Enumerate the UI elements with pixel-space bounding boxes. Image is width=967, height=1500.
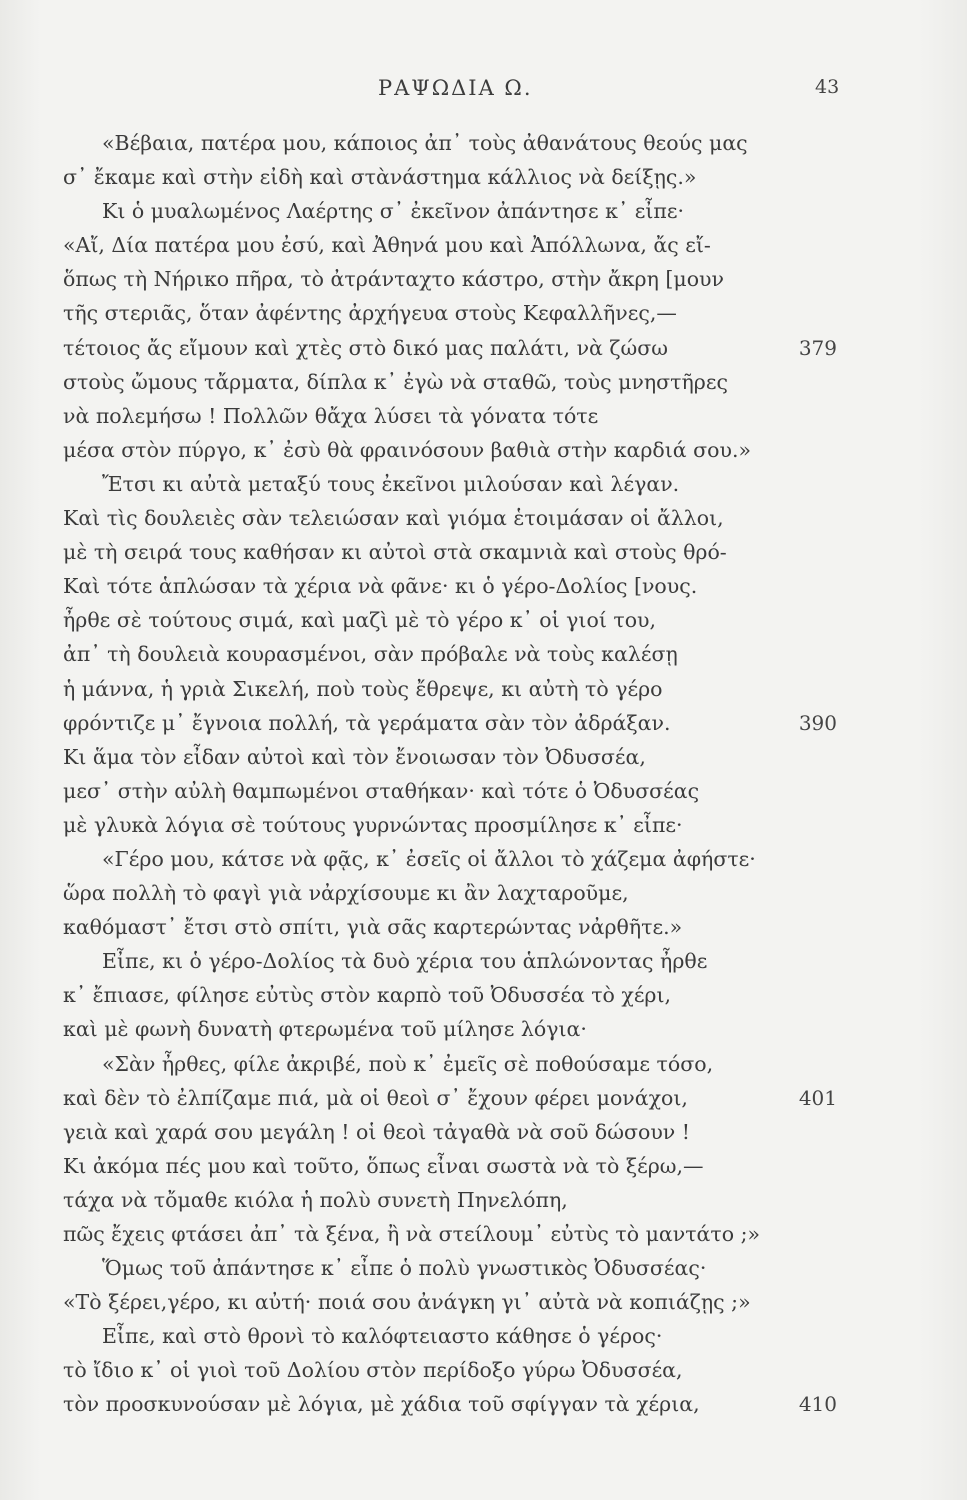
- verse-line: [0, 1353, 967, 1387]
- verse-text: πῶς ἔχεις φτάσει ἀπ᾽ τὰ ξένα, ἢ νὰ στείλουμ᾽ εὐτὺς τὸ μαντάτο ;»: [63, 1222, 761, 1246]
- verse-line: [0, 399, 967, 433]
- verse-line: [0, 1149, 967, 1183]
- verse-text: τάχα νὰ τὄμαθε κιόλα ἡ πολὺ συνετὴ Πηνελόπη,: [63, 1187, 568, 1212]
- page-header: [0, 76, 967, 106]
- verse-text: «Σὰν ἦρθες, φίλε ἀκριβέ, ποὺ κ᾽ ἐμεῖς σὲ ποθούσαμε τόσο,: [102, 1051, 714, 1076]
- verse-line: [0, 1251, 967, 1285]
- verse-line: [0, 365, 967, 399]
- verse-text: ὅπως τὴ Νήρικο πῆρα, τὸ ἀτράνταχτο κάστρο, στὴν ἄκρη [μουν: [63, 267, 724, 292]
- verse-text: μέσα στὸν πύργο, κ᾽ ἐσὺ θὰ φραινόσουν βαθιὰ στὴν καρδιά σου.»: [63, 437, 752, 462]
- verse-line: [0, 296, 967, 330]
- verse-line: [0, 876, 967, 910]
- verse-text: «Αἴ, Δία πατέρα μου ἐσύ, καὶ Ἀθηνά μου καὶ Ἀπόλλωνα, ἄς εἴ-: [63, 233, 711, 258]
- verse-line: [0, 569, 967, 603]
- verse-line: [0, 944, 967, 978]
- verse-line: [0, 1183, 967, 1217]
- verse-line: [0, 160, 967, 194]
- line-number: 410: [798, 1392, 837, 1417]
- verse-line: [0, 603, 967, 637]
- verse-line: [0, 535, 967, 569]
- verse-text: ὥρα πολλὴ τὸ φαγὶ γιὰ νἀρχίσουμε κι ἂν λαχταροῦμε,: [63, 881, 629, 906]
- verse-text: τῆς στεριᾶς, ὅταν ἀφέντης ἀρχήγευα στοὺς Κεφαλλῆνες,—: [63, 301, 677, 326]
- line-number: 379: [798, 335, 837, 360]
- verse-text: τὸ ἴδιο κ᾽ οἱ γιοὶ τοῦ Δολίου στὸν περίδοξο γύρω Ὀδυσσέα,: [63, 1358, 683, 1383]
- verse-text: μὲ τὴ σειρά τους καθήσαν κι αὐτοὶ στὰ σκαμνιὰ καὶ στοὺς θρό-: [63, 540, 727, 565]
- verse-line: [0, 194, 967, 228]
- verse-line: [0, 740, 967, 774]
- verse-line: [0, 1387, 967, 1421]
- verse-text: Κι ἅμα τὸν εἶδαν αὐτοὶ καὶ τὸν ἔνοιωσαν τὸν Ὀδυσσέα,: [63, 744, 646, 769]
- verse-line: [0, 672, 967, 706]
- verse-text: μεσ᾽ στὴν αὐλὴ θαμπωμένοι σταθήκαν· καὶ τότε ὁ Ὀδυσσέας: [63, 778, 700, 803]
- verse-text: ἡ μάννα, ἡ γριὰ Σικελή, ποὺ τοὺς ἔθρεψε, κι αὐτὴ τὸ γέρο: [63, 676, 663, 701]
- verse-line: [0, 1115, 967, 1149]
- verse-text: Εἶπε, καὶ στὸ θρονὶ τὸ καλόφτειαστο κάθησε ὁ γέρος·: [102, 1324, 663, 1349]
- verse-line: [0, 706, 967, 740]
- verse-text: ἀπ᾽ τὴ δουλειὰ κουρασμένοι, σὰν πρόβαλε νὰ τοὺς καλέσῃ: [63, 642, 678, 667]
- verse-text: καθόμαστ᾽ ἔτσι στὸ σπίτι, γιὰ σᾶς καρτερώντας νἀρθῆτε.»: [63, 915, 683, 940]
- page-number: 43: [815, 76, 840, 98]
- verse-text: Κι ἀκόμα πές μου καὶ τοῦτο, ὅπως εἶναι σωστὰ νὰ τὸ ξέρω,—: [63, 1153, 704, 1178]
- verse-text: φρόντιζε μ᾽ ἔγνοια πολλή, τὰ γεράματα σὰν τὸν ἀδράξαν.: [63, 710, 671, 735]
- verse-line: [0, 1319, 967, 1353]
- verse-text: στοὺς ὤμους τἄρματα, δίπλα κ᾽ ἐγὼ νὰ σταθῶ, τοὺς μνηστῆρες: [63, 369, 728, 394]
- verse-text: τέτοιος ἄς εἴμουν καὶ χτὲς στὸ δικό μας παλάτι, νὰ ζώσω: [63, 335, 668, 360]
- verse-text: «Τὸ ξέρει,γέρο, κι αὐτή· ποιά σου ἀνάγκη γι᾽ αὐτὰ νὰ κοπιάζῃς ;»: [63, 1290, 751, 1315]
- verse-line: [0, 842, 967, 876]
- verse-line: [0, 1081, 967, 1115]
- verse-text: Καὶ τότε ἁπλώσαν τὰ χέρια νὰ φᾶνε· κι ὁ γέρο-Δολίος [νους.: [63, 574, 698, 599]
- verse-line: [0, 1285, 967, 1319]
- verse-text: γειὰ καὶ χαρά σου μεγάλη ! οἱ θεοὶ τἀγαθὰ νὰ σοῦ δώσουν !: [63, 1119, 691, 1144]
- verse-text: σ᾽ ἔκαμε καὶ στὴν εἰδὴ καὶ στὰνάστημα κάλλιος νὰ δείξῃς.»: [63, 165, 697, 190]
- verse-line: [0, 501, 967, 535]
- verse-text: καὶ μὲ φωνὴ δυνατὴ φτερωμένα τοῦ μίλησε λόγια·: [63, 1017, 587, 1042]
- line-number: 401: [798, 1085, 837, 1110]
- verse-line: [0, 433, 967, 467]
- line-number: 390: [798, 710, 837, 735]
- verse-text: Εἶπε, κι ὁ γέρο-Δολίος τὰ δυὸ χέρια του ἁπλώνοντας ἦρθε: [102, 949, 708, 974]
- verse-text: Κι ὁ μυαλωμένος Λαέρτης σ᾽ ἐκεῖνον ἀπάντησε κ᾽ εἶπε·: [102, 199, 684, 224]
- verse-text: Ἔτσι κι αὐτὰ μεταξύ τους ἐκεῖνοι μιλούσαν καὶ λέγαν.: [102, 471, 680, 496]
- poem-text: [0, 126, 967, 1422]
- verse-line: [0, 978, 967, 1012]
- verse-line: [0, 228, 967, 262]
- verse-line: [0, 808, 967, 842]
- verse-text: Καὶ τὶς δουλειὲς σὰν τελειώσαν καὶ γιόμα ἑτοιμάσαν οἱ ἄλλοι,: [63, 506, 724, 531]
- verse-text: Ὅμως τοῦ ἀπάντησε κ᾽ εἶπε ὁ πολὺ γνωστικὸς Ὀδυσσέας·: [102, 1256, 707, 1281]
- verse-line: [0, 331, 967, 365]
- verse-line: [0, 1217, 967, 1251]
- verse-line: [0, 1012, 967, 1046]
- verse-text: νὰ πολεμήσω ! Πολλῶν θἄχα λύσει τὰ γόνατα τότε: [63, 403, 599, 428]
- verse-text: «Βέβαια, πατέρα μου, κάποιος ἀπ᾽ τοὺς ἀθανάτους θεούς μας: [102, 131, 748, 155]
- verse-line: [0, 262, 967, 296]
- verse-text: τὸν προσκυνούσαν μὲ λόγια, μὲ χάδια τοῦ σφίγγαν τὰ χέρια,: [63, 1392, 700, 1417]
- verse-line: [0, 467, 967, 501]
- verse-text: καὶ δὲν τὸ ἐλπίζαμε πιά, μὰ οἱ θεοὶ σ᾽ ἔχουν φέρει μονάχοι,: [63, 1085, 688, 1110]
- verse-text: κ᾽ ἔπιασε, φίλησε εὐτὺς στὸν καρπὸ τοῦ Ὀδυσσέα τὸ χέρι,: [63, 983, 672, 1008]
- verse-line: [0, 637, 967, 671]
- verse-line: [0, 126, 967, 160]
- verse-text: «Γέρο μου, κάτσε νὰ φᾷς, κ᾽ ἐσεῖς οἱ ἄλλοι τὸ χάζεμα ἀφήστε·: [102, 846, 756, 871]
- verse-line: [0, 1047, 967, 1081]
- running-head: ΡΑΨΩΔΙΑ Ω.: [378, 76, 533, 100]
- verse-text: ἦρθε σὲ τούτους σιμά, καὶ μαζὶ μὲ τὸ γέρο κ᾽ οἱ γιοί του,: [63, 608, 657, 633]
- verse-line: [0, 774, 967, 808]
- verse-line: [0, 910, 967, 944]
- verse-text: μὲ γλυκὰ λόγια σὲ τούτους γυρνώντας προσμίλησε κ᾽ εἶπε·: [63, 812, 683, 837]
